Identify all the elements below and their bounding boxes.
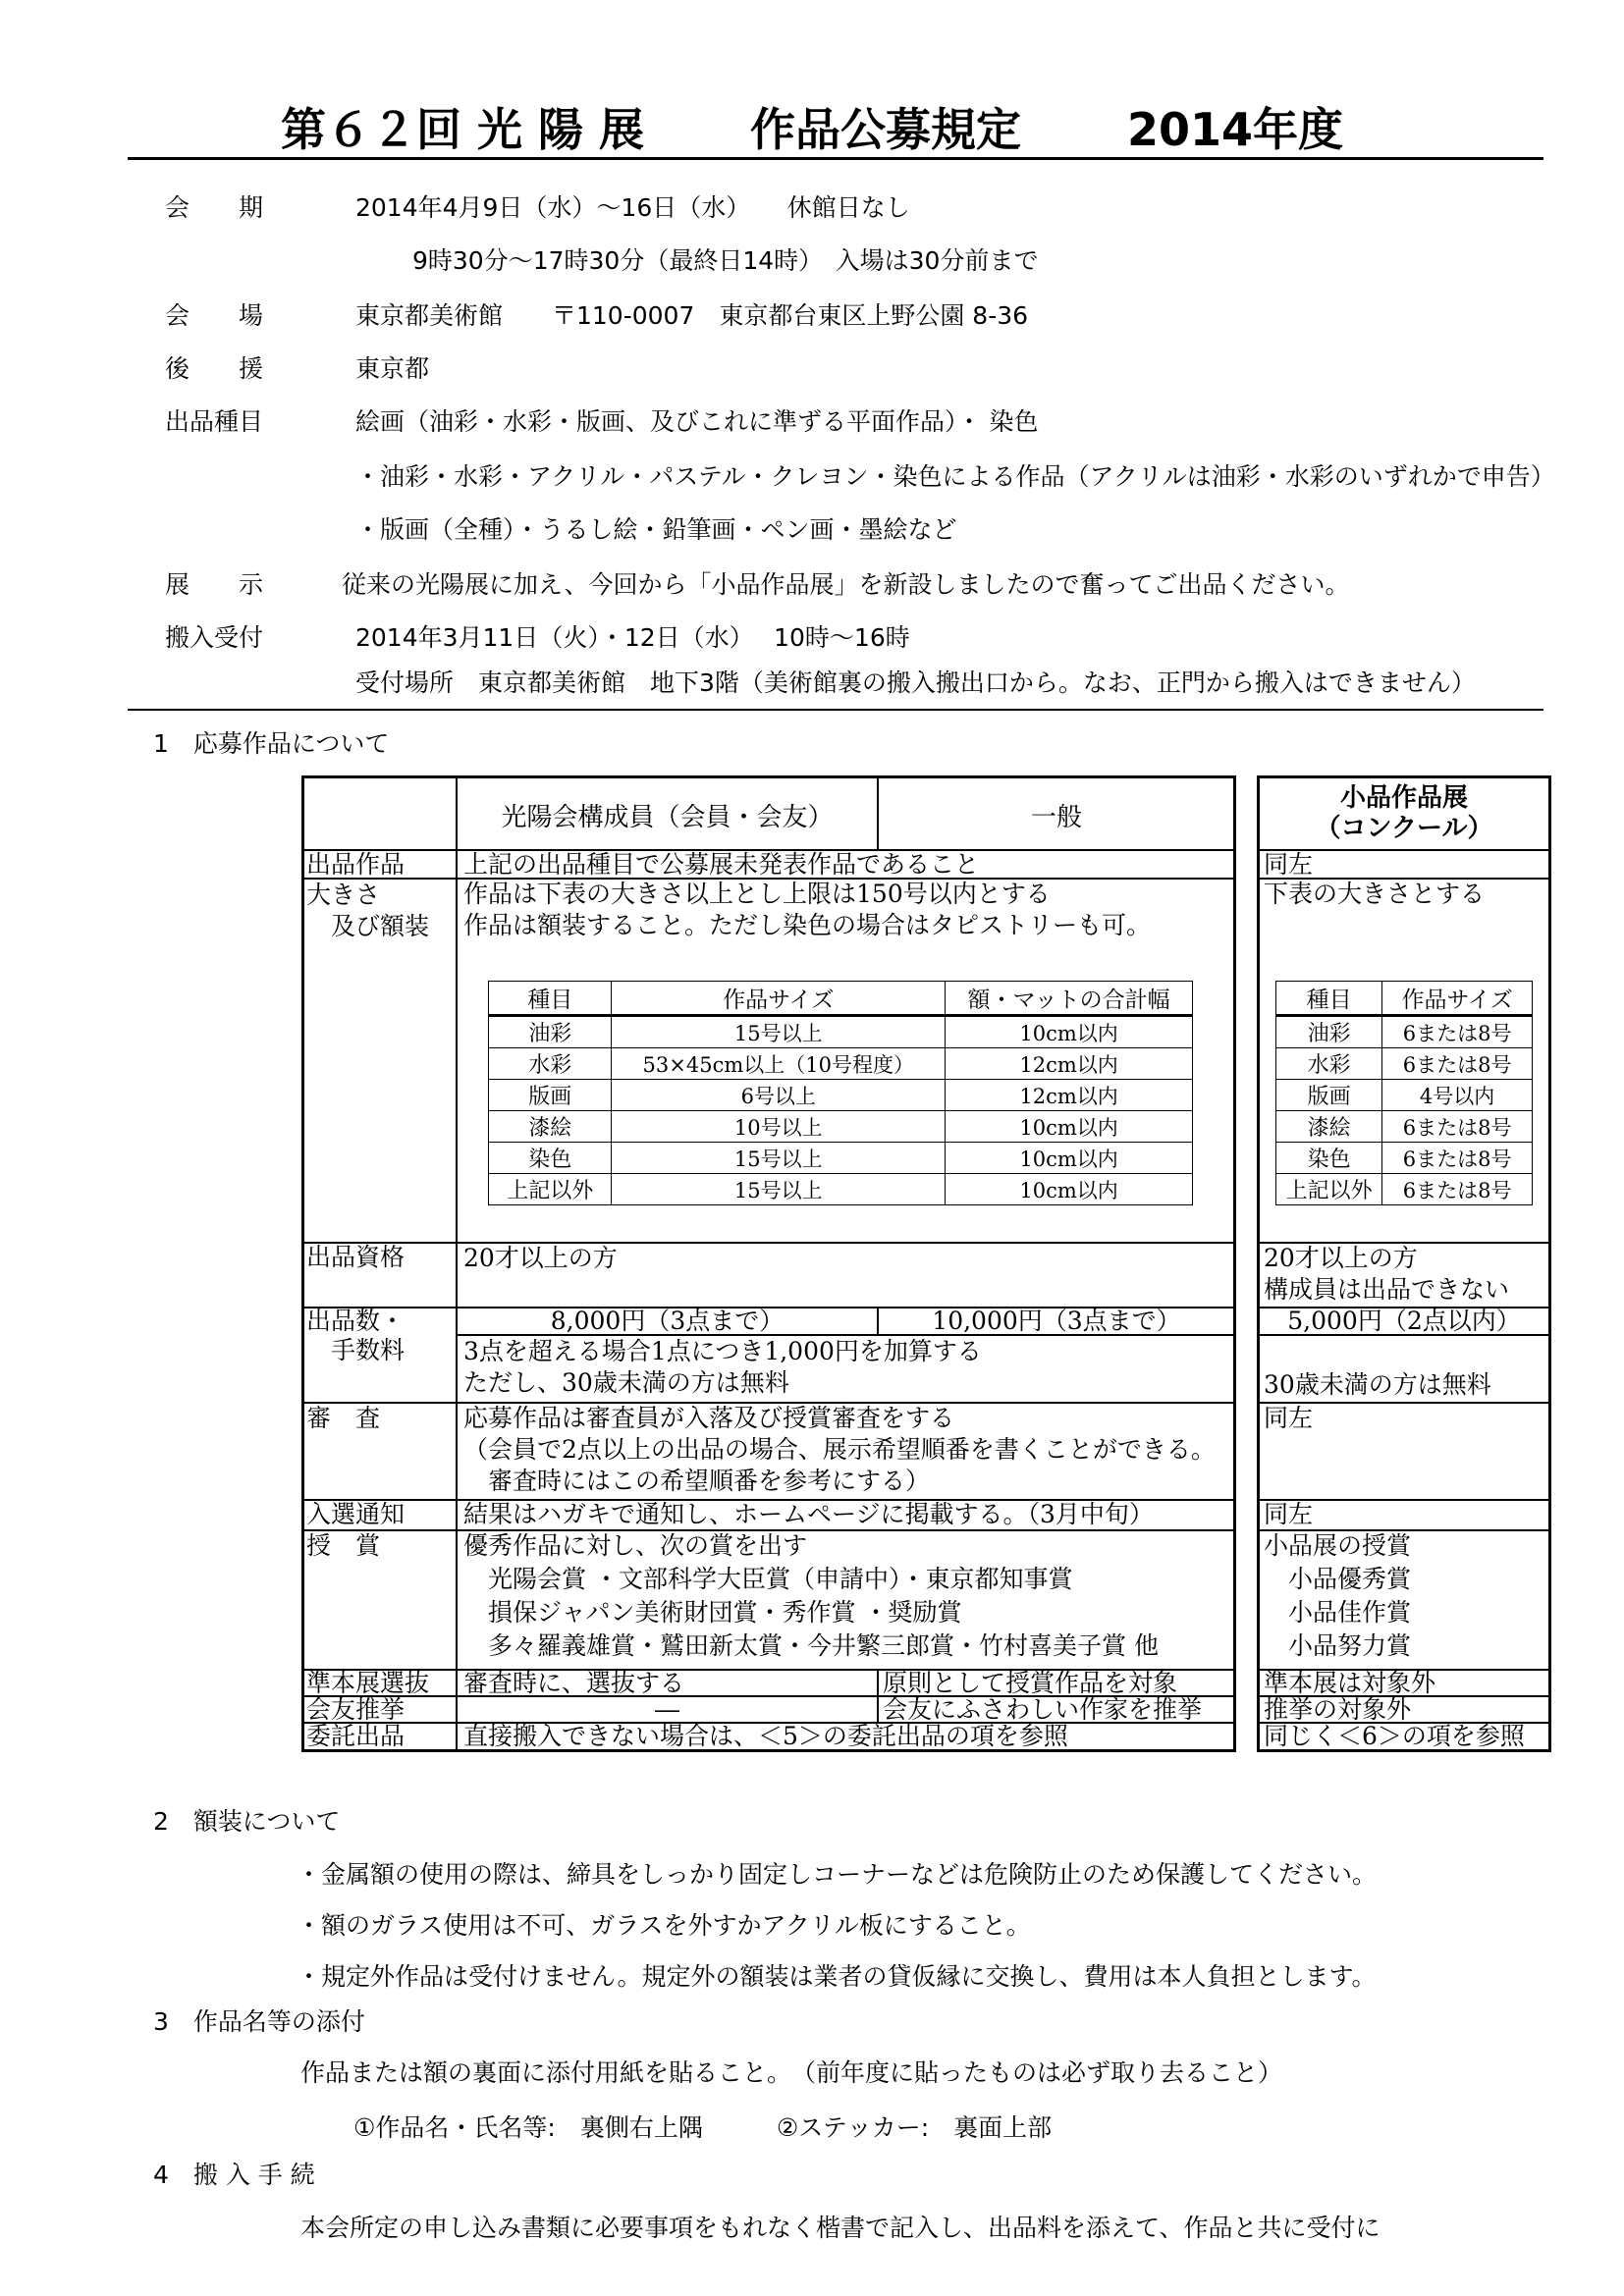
receiving-line-1: 2014年3月11日（火）・12日（水） 10時～16時	[355, 623, 910, 652]
consign-text: 直接搬入できない場合は、＜5＞の委託出品の項を参照	[463, 1722, 1068, 1750]
size-table-header: 種目	[489, 982, 612, 1016]
receiving-line-2: 受付場所 東京都美術館 地下3階（美術館裏の搬入搬出口から。なお、正門から搬入はできません）	[355, 668, 1476, 697]
size-cell: 12cm以内	[946, 1048, 1193, 1080]
small-size-cell: 油彩	[1276, 1016, 1382, 1048]
small-size-cell: 漆絵	[1276, 1111, 1382, 1143]
title-rule	[128, 157, 1543, 160]
small-size-row	[1276, 1080, 1533, 1111]
small-consign: 同じく＜6＞の項を参照	[1264, 1722, 1525, 1750]
section-3-title: 3 作品名等の添付	[153, 2007, 365, 2036]
size-cell: 染色	[489, 1143, 612, 1174]
row-label-award: 授 賞	[306, 1531, 381, 1560]
small-size-row	[1276, 1048, 1533, 1080]
categories-line-1: 絵画（油彩・水彩・版画、及びこれに準ずる平面作品）・ 染色	[355, 407, 1039, 436]
qual-text: 20才以上の方	[463, 1244, 618, 1272]
small-size-cell: 版画	[1276, 1080, 1382, 1111]
size-table	[488, 981, 1193, 1205]
size-cell: 版画	[489, 1080, 612, 1111]
small-size-cell: 6または8号	[1382, 1016, 1533, 1048]
row-label-review: 審 査	[306, 1404, 381, 1432]
size-table-row	[489, 1174, 1193, 1205]
size-table-row	[489, 1016, 1193, 1048]
fee-general: 10,000円（3点まで）	[932, 1307, 1181, 1335]
label-categories: 出品種目	[165, 407, 264, 436]
section-rule	[128, 709, 1543, 711]
award-line-1: 優秀作品に対し、次の賞を出す	[463, 1531, 808, 1560]
small-size-header: 種目	[1276, 982, 1382, 1016]
small-size-cell: 6または8号	[1382, 1111, 1533, 1143]
size-text-1: 作品は下表の大きさ以上とし上限は150号以内とする	[463, 880, 1051, 908]
row-label-qual: 出品資格	[306, 1243, 406, 1271]
support-line: 東京都	[355, 354, 430, 383]
fellow-general: 会友にふさわしい作家を推挙	[883, 1695, 1203, 1724]
small-size-cell: 6または8号	[1382, 1048, 1533, 1080]
small-semi: 準本展は対象外	[1264, 1669, 1436, 1697]
size-cell: 53×45cm以上（10号程度）	[612, 1048, 946, 1080]
section-2-line-3: ・規定外作品は受付けません。規定外の額装は業者の貸仮縁に交換し、費用は本人負担とします。	[297, 1962, 1377, 1991]
size-cell: 12cm以内	[946, 1080, 1193, 1111]
small-size-row	[1276, 1111, 1533, 1143]
small-fellow: 推挙の対象外	[1264, 1695, 1412, 1724]
size-cell: 10cm以内	[946, 1111, 1193, 1143]
section-2-line-1: ・金属額の使用の際は、締具をしっかり固定しコーナーなどは危険防止のため保護してください。	[297, 1860, 1378, 1889]
entry-text: 上記の出品種目で公募展未発表作品であること	[463, 850, 980, 879]
small-size-header: 作品サイズ	[1382, 982, 1533, 1016]
size-cell: 水彩	[489, 1048, 612, 1080]
semi-members: 審査時に、選抜する	[463, 1669, 685, 1697]
size-cell: 6号以上	[612, 1080, 946, 1111]
row-label-notice: 入選通知	[306, 1500, 406, 1528]
small-award-4: 小品努力賞	[1264, 1631, 1412, 1660]
small-size-cell: 6または8号	[1382, 1143, 1533, 1174]
categories-line-2: ・油彩・水彩・アクリル・パステル・クレヨン・染色による作品（アクリルは油彩・水彩のいずれかで申告）	[355, 462, 1555, 491]
small-size-cell: 上記以外	[1276, 1174, 1382, 1205]
fee-note-1: 3点を超える場合1点につき1,000円を加算する	[463, 1337, 982, 1365]
small-size: 下表の大きさとする	[1264, 880, 1486, 908]
size-table-row	[489, 1111, 1193, 1143]
small-review: 同左	[1264, 1404, 1314, 1432]
small-size-cell: 4号以内	[1382, 1080, 1533, 1111]
section-3-line-1: 作品または額の裏面に添付用紙を貼ること。 （前年度に貼ったものは必ず取り去ること）	[300, 2058, 1283, 2087]
page-title: 第６２回 光 陽 展 作品公募規定 2014年度	[280, 103, 1344, 156]
fee-note-2: ただし、30歳未満の方は無料	[463, 1368, 789, 1397]
size-cell: 15号以上	[612, 1143, 946, 1174]
venue-line: 東京都美術館 〒110-0007 東京都台東区上野公園 8-36	[355, 301, 1029, 330]
small-entry: 同左	[1264, 850, 1314, 879]
header-small-works: 小品作品展 （コンクール）	[1315, 783, 1493, 843]
small-award-3: 小品佳作賞	[1264, 1598, 1412, 1627]
award-line-4: 多々羅義雄賞・鷲田新太賞・今井繁三郎賞・竹村喜美子賞 他	[463, 1631, 1159, 1660]
award-line-2: 光陽会賞 ・文部科学大臣賞（申請中）・東京都知事賞	[463, 1565, 1073, 1593]
section-2-line-2: ・額のガラス使用は不可、ガラスを外すかアクリル板にすること。	[297, 1911, 1031, 1940]
categories-line-3: ・版画（全種）・うるし絵・鉛筆画・ペン画・墨絵など	[355, 515, 957, 544]
small-size-cell: 染色	[1276, 1143, 1382, 1174]
fellow-members: ―	[655, 1695, 679, 1724]
period-line-1: 2014年4月9日（水）～16日（水） 休館日なし	[355, 193, 910, 222]
small-fee-note: 30歳未満の方は無料	[1264, 1370, 1491, 1399]
small-award-2: 小品優秀賞	[1264, 1565, 1412, 1593]
size-cell: 15号以上	[612, 1016, 946, 1048]
row-label-fellow: 会友推挙	[306, 1695, 406, 1724]
row-label-size: 大きさ 及び額装	[306, 881, 430, 940]
small-qual-1: 20才以上の方	[1264, 1244, 1418, 1272]
semi-general: 原則として授賞作品を対象	[883, 1669, 1178, 1697]
size-cell: 10号以上	[612, 1111, 946, 1143]
exhibit-line: 従来の光陽展に加え、今回から「小品作品展」を新設しましたので奮ってご出品ください。	[342, 570, 1350, 599]
small-size-cell: 水彩	[1276, 1048, 1382, 1080]
review-line-3: 審査時にはこの希望順番を参考にする）	[463, 1467, 931, 1495]
section-4-title: 4 搬 入 手 続	[153, 2161, 315, 2189]
header-general: 一般	[1030, 803, 1082, 832]
row-label-consign: 委託出品	[306, 1722, 406, 1750]
small-size-row	[1276, 1143, 1533, 1174]
small-size-row	[1276, 1174, 1533, 1205]
size-cell: 10cm以内	[946, 1016, 1193, 1048]
size-table-row	[489, 1143, 1193, 1174]
size-table-header: 額・マットの合計幅	[946, 982, 1193, 1016]
label-exhibit: 展 示	[165, 570, 264, 599]
size-table-header: 作品サイズ	[612, 982, 946, 1016]
size-cell: 15号以上	[612, 1174, 946, 1205]
size-cell: 油彩	[489, 1016, 612, 1048]
size-table-row	[489, 1080, 1193, 1111]
small-fee: 5,000円（2点以内）	[1287, 1307, 1521, 1335]
size-table-row	[489, 1048, 1193, 1080]
review-line-2: （会員で2点以上の出品の場合、展示希望順番を書くことができる。	[463, 1435, 1216, 1464]
notice-text: 結果はハガキで通知し、ホームページに掲載する。（3月中旬）	[463, 1500, 1154, 1528]
section-4-line-1: 本会所定の申し込み書類に必要事項をもれなく楷書で記入し、出品料を添えて、作品と共に受付に	[300, 2214, 1380, 2242]
label-receiving: 搬入受付	[165, 623, 264, 652]
size-cell: 漆絵	[489, 1111, 612, 1143]
label-period: 会 期	[165, 193, 264, 222]
small-size-cell: 6または8号	[1382, 1174, 1533, 1205]
small-award-1: 小品展の授賞	[1264, 1531, 1412, 1560]
size-text-2: 作品は額装すること。ただし染色の場合はタピストリーも可。	[463, 911, 1152, 939]
label-venue: 会 場	[165, 301, 264, 330]
header-members: 光陽会構成員（会員・会友）	[501, 803, 834, 832]
label-support: 後 援	[165, 354, 264, 383]
section-2-title: 2 額装について	[153, 1807, 341, 1836]
size-cell: 上記以外	[489, 1174, 612, 1205]
award-line-3: 損保ジャパン美術財団賞・秀作賞 ・奨励賞	[463, 1598, 962, 1627]
small-notice: 同左	[1264, 1500, 1314, 1528]
row-label-fee: 出品数・ 手数料	[306, 1307, 406, 1364]
size-cell: 10cm以内	[946, 1174, 1193, 1205]
fee-members: 8,000円（3点まで）	[550, 1307, 785, 1335]
row-label-entry: 出品作品	[306, 850, 406, 879]
small-size-row	[1276, 1016, 1533, 1048]
period-line-2: 9時30分～17時30分（最終日14時） 入場は30分前まで	[412, 246, 1039, 275]
section-1-title: 1 応募作品について	[153, 729, 390, 758]
section-3-line-2: ①作品名・氏名等: 裏側右上隅 ②ステッカー: 裏面上部	[353, 2113, 1053, 2142]
review-line-1: 応募作品は審査員が入落及び授賞審査をする	[463, 1404, 955, 1432]
row-label-semi: 準本展選抜	[306, 1669, 430, 1697]
small-qual-2: 構成員は出品できない	[1264, 1275, 1510, 1304]
size-cell: 10cm以内	[946, 1143, 1193, 1174]
small-size-table	[1275, 981, 1533, 1205]
